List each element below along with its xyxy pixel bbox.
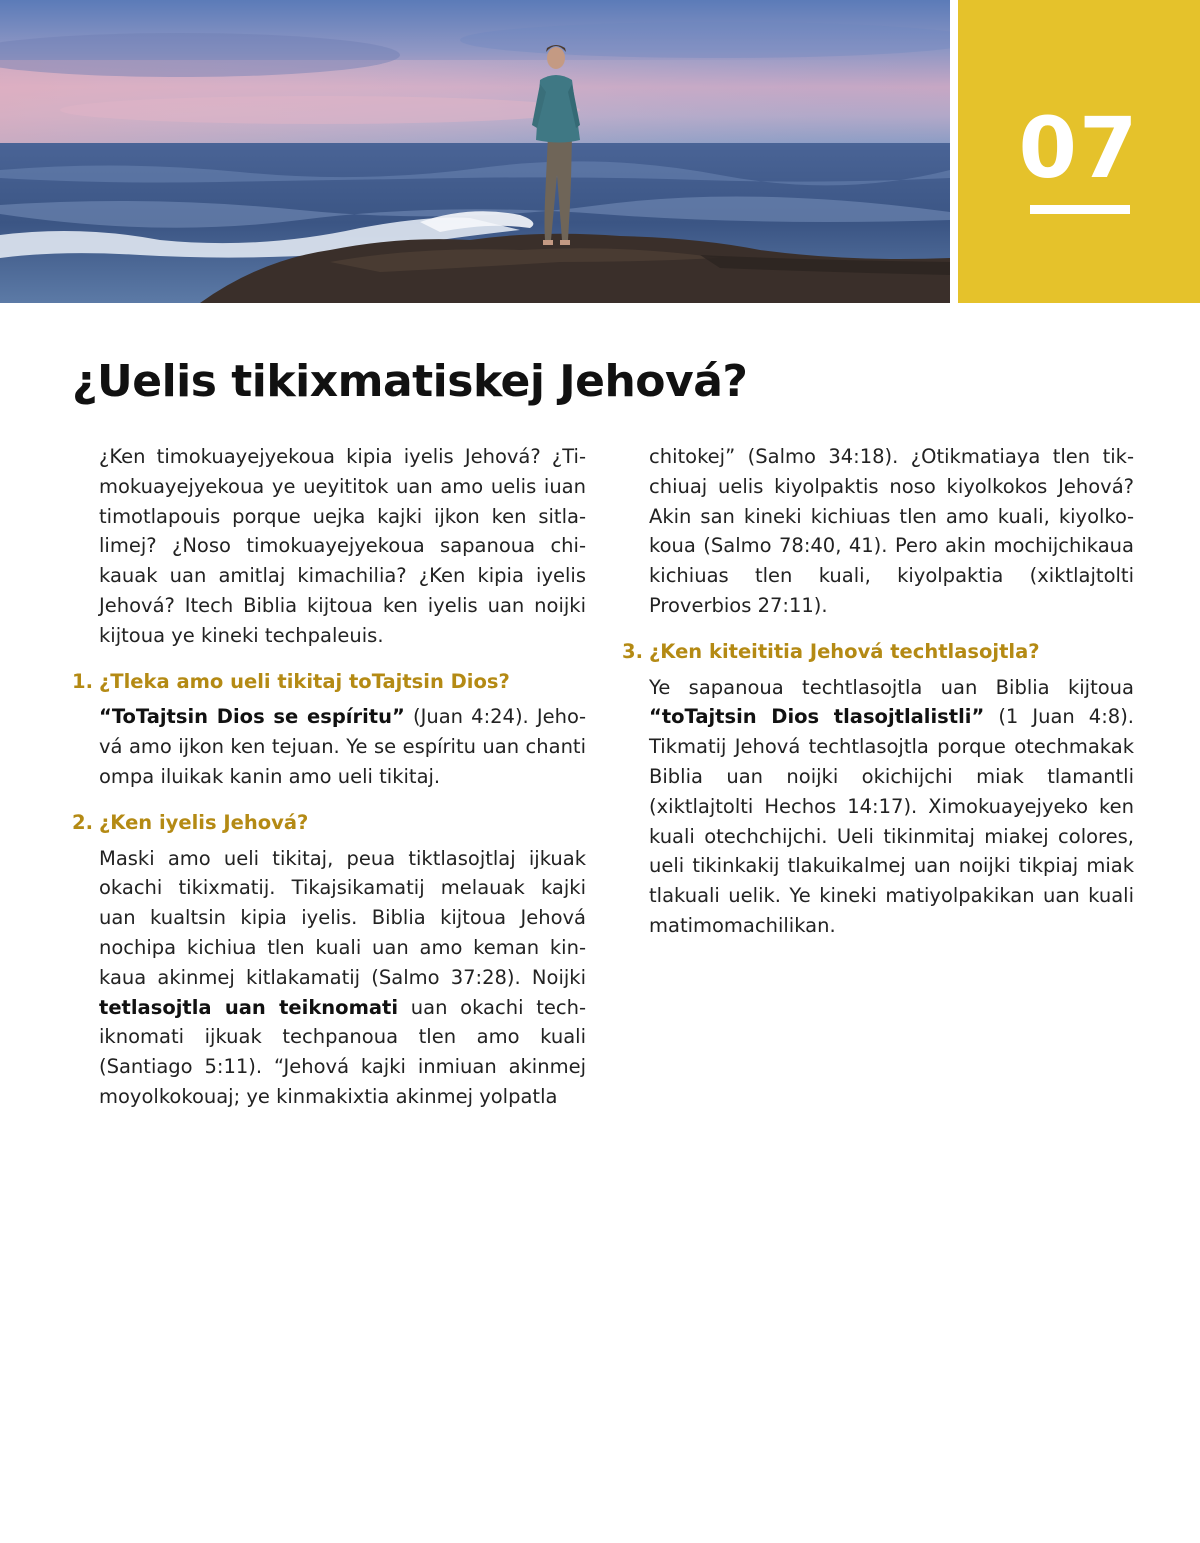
section-3-bold-quote: “toTajtsin Dios tlasojtlalistli” bbox=[649, 705, 985, 729]
section-3-heading: 3. ¿Ken kiteititia Jehová techtlasojtla? bbox=[622, 639, 1040, 663]
section-2-paragraph-continued: chitokej” (Salmo 34:18). ¿Otikmatiaya tlen tikchiuaj uelis kiyolpaktis noso kiyolkokos Jehová? Akin san kineki kichiuas tlen amo kuali, kiyolkokoua (Salmo 78:40, 41). Pero akin mochijchikaua kichiuas tlen kuali, kiyolpaktia (xiktlajtolti Proverbios 27:11). bbox=[649, 445, 1134, 617]
section-2-heading: 2. ¿Ken iyelis Jehová? bbox=[72, 810, 309, 834]
section-2-paragraph: Maski amo ueli tikitaj, peua tiktlasojtlaj ijkuak okachi tikixmatij. Tikajsikamatij melauak kajki uan kualtsin kipia iyelis. Biblia kijtoua Jehová nochipa kichiua tlen kuali uan amo keman kinkaua akinmej kitlakamatij (Salmo 37:28). Noijki tetlasojtla uan teiknomati uan okachi techiknomati ijkuak techpanoua tlen amo kuali (Santiago 5:11). “Jehová kajki inmiuan akinmej moyolkokouaj; ye kinmakixtia akinmej yolpatla bbox=[99, 846, 586, 1108]
section-3-paragraph: Ye sapanoua techtlasojtla uan Biblia kijtoua “toTajtsin Dios tlasojtlalistli” (1 Juan 4:8). Tikmatij Jehová techtlasojtla porque otechmakak Biblia uan noijki okichijchi miak tlamantli (xiktlajtolti Hechos 14:17). Ximokuayejyeko ken kuali otechchijchi. Ueli tikinmitaj miakej colores, ueli tikinkakij tlakuikalmej uan noijki tikpiaj miak tlakuali uelik. Ye kineki matiyolpakikan uan kuali matimomachilikan. bbox=[649, 675, 1135, 937]
section-1-bold-quote: “ToTajtsin Dios se espíritu” bbox=[99, 705, 405, 729]
section-1-paragraph: “ToTajtsin Dios se espíritu” (Juan 4:24). Jehová amo ijkon ken tejuan. Ye se espíritu uan chanti ompa iluikak kanin amo ueli tikitaj. bbox=[99, 705, 586, 788]
page-title: ¿Uelis tikixmatiskej Jehová? bbox=[72, 356, 748, 407]
section-1-heading: 1. ¿Tleka amo ueli tikitaj toTajtsin Dios? bbox=[72, 669, 510, 693]
right-column bbox=[622, 442, 1134, 941]
lesson-number: 07 bbox=[1018, 99, 1140, 197]
intro-paragraph: ¿Ken timokuayejyekoua kipia iyelis Jehová? ¿Timokuayejyekoua ye ueyititok uan amo uelis iuan timotlapouis porque uejka kajki ijkon ken sitlalimej? ¿Noso timokuayejyekoua sapanoua chikauak uan amitlaj kimachilia? ¿Ken kipia iyelis Jehová? Itech Biblia kijtoua ken iyelis uan noijki kijtoua ye kineki techpaleuis. bbox=[99, 445, 586, 647]
lesson-badge bbox=[958, 0, 1200, 303]
left-column bbox=[72, 442, 586, 1112]
hero-image bbox=[0, 0, 950, 303]
lesson-underline bbox=[1030, 205, 1130, 214]
section-2-bold-phrase: tetlasojtla uan teiknomati bbox=[99, 995, 399, 1019]
